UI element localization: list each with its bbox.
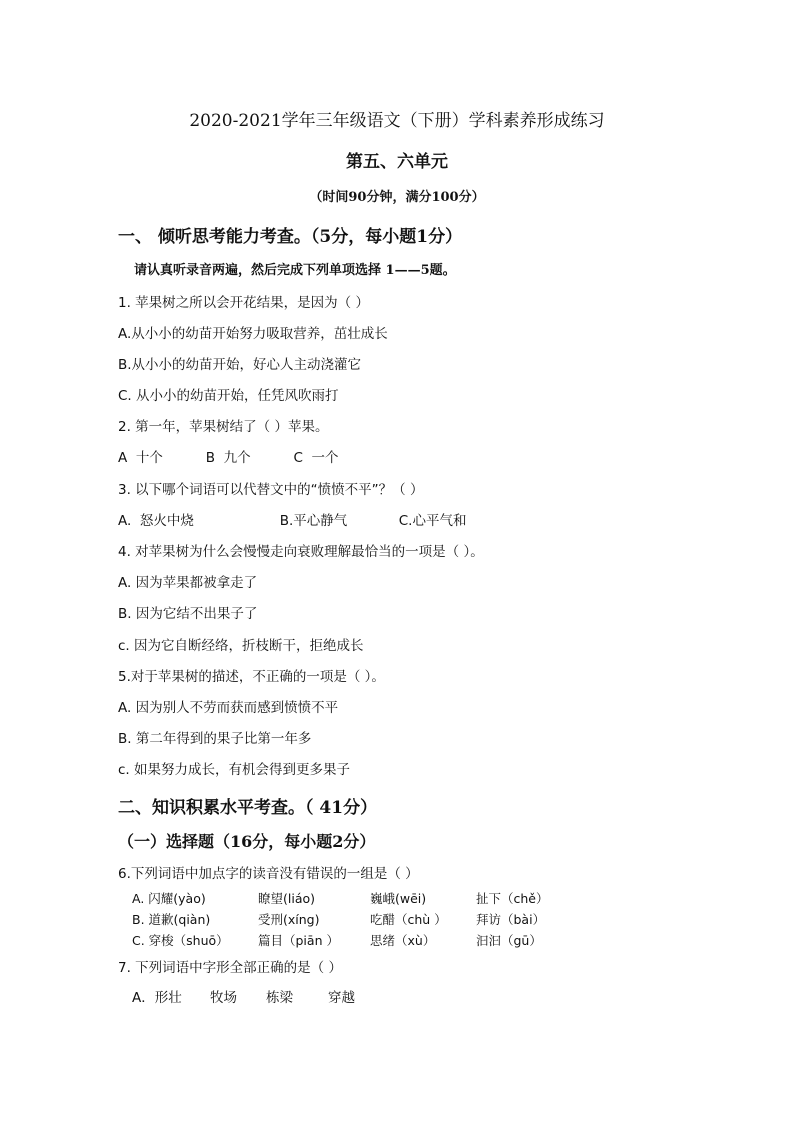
question-4-option-a: A. 因为苹果都被拿走了 <box>118 575 258 591</box>
option-cell: 篇目（piān ） <box>258 933 339 948</box>
option-cell: B. 道歉(qiàn) <box>132 912 211 927</box>
option-cell: 汩汩（gū） <box>476 933 542 948</box>
question-6: 6.下列词语中加点字的读音没有错误的一组是（ ） <box>118 866 419 882</box>
question-1: 1. 苹果树之所以会开花结果，是因为（ ） <box>118 295 369 311</box>
question-3-options: A. 怒火中烧 B.平心静气 C.心平气和 <box>118 513 467 529</box>
question-1-option-b: B.从小小的幼苗开始，好心人主动浇灌它 <box>118 357 362 373</box>
section-2-heading: 二、知识积累水平考查。（ 41分） <box>118 798 378 818</box>
option-cell: 巍峨(wēi) <box>370 891 427 906</box>
option-cell: 吃醋（chù ） <box>370 912 447 927</box>
question-1-option-c: C. 从小小的幼苗开始，任凭风吹雨打 <box>118 388 339 404</box>
question-1-option-a: A.从小小的幼苗开始努力吸取营养，茁壮成长 <box>118 326 388 342</box>
question-5: 5.对于苹果树的描述，不正确的一项是（ ）。 <box>118 669 385 685</box>
option-cell: 拜访（bài） <box>476 912 546 927</box>
question-2: 2. 第一年，苹果树结了（ ）苹果。 <box>118 419 329 435</box>
option-cell: A. 闪耀(yào) <box>132 891 206 906</box>
listening-instruction: 请认真听录音两遍，然后完成下列单项选择 1——5题。 <box>134 263 456 278</box>
unit-title: 第五、六单元 <box>346 152 448 172</box>
section-1-heading: 一、 倾听思考能力考查。（5分，每小题1分） <box>118 227 463 247</box>
time-limit: （时间90分钟，满分100分） <box>309 190 485 205</box>
question-4-option-c: c. 因为它自断经络，折枝断干，拒绝成长 <box>118 638 364 654</box>
option-cell: A．形壮 <box>132 990 182 1006</box>
option-cell: 瞭望(liáo) <box>258 891 316 906</box>
option-cell: 栋梁 <box>266 990 293 1006</box>
question-5-option-b: B. 第二年得到的果子比第一年多 <box>118 731 312 747</box>
question-4-option-b: B. 因为它结不出果子了 <box>118 606 258 622</box>
option-cell: C. 穿梭（shuō） <box>132 933 229 948</box>
option-cell: 思绪（xù） <box>370 933 436 948</box>
option-cell: 受刑(xíng) <box>258 912 320 927</box>
question-4: 4. 对苹果树为什么会慢慢走向衰败理解最恰当的一项是（ ）。 <box>118 544 484 560</box>
question-5-option-c: c. 如果努力成长，有机会得到更多果子 <box>118 762 351 778</box>
option-cell: 牧场 <box>210 990 237 1006</box>
question-3: 3. 以下哪个词语可以代替文中的“愤愤不平”？（ ） <box>118 482 424 498</box>
section-2-subheading: （一）选择题（16分，每小题2分） <box>118 832 376 851</box>
question-7: 7. 下列词语中字形全部正确的是（ ） <box>118 960 342 976</box>
option-cell: 扯下（chě） <box>476 891 549 906</box>
question-5-option-a: A. 因为别人不劳而获而感到愤愤不平 <box>118 700 339 716</box>
exam-title: 2020-2021学年三年级语文（下册）学科素养形成练习 <box>189 111 605 131</box>
option-cell: 穿越 <box>328 990 355 1006</box>
question-2-options: A 十个 B 九个 C 一个 <box>118 450 339 466</box>
